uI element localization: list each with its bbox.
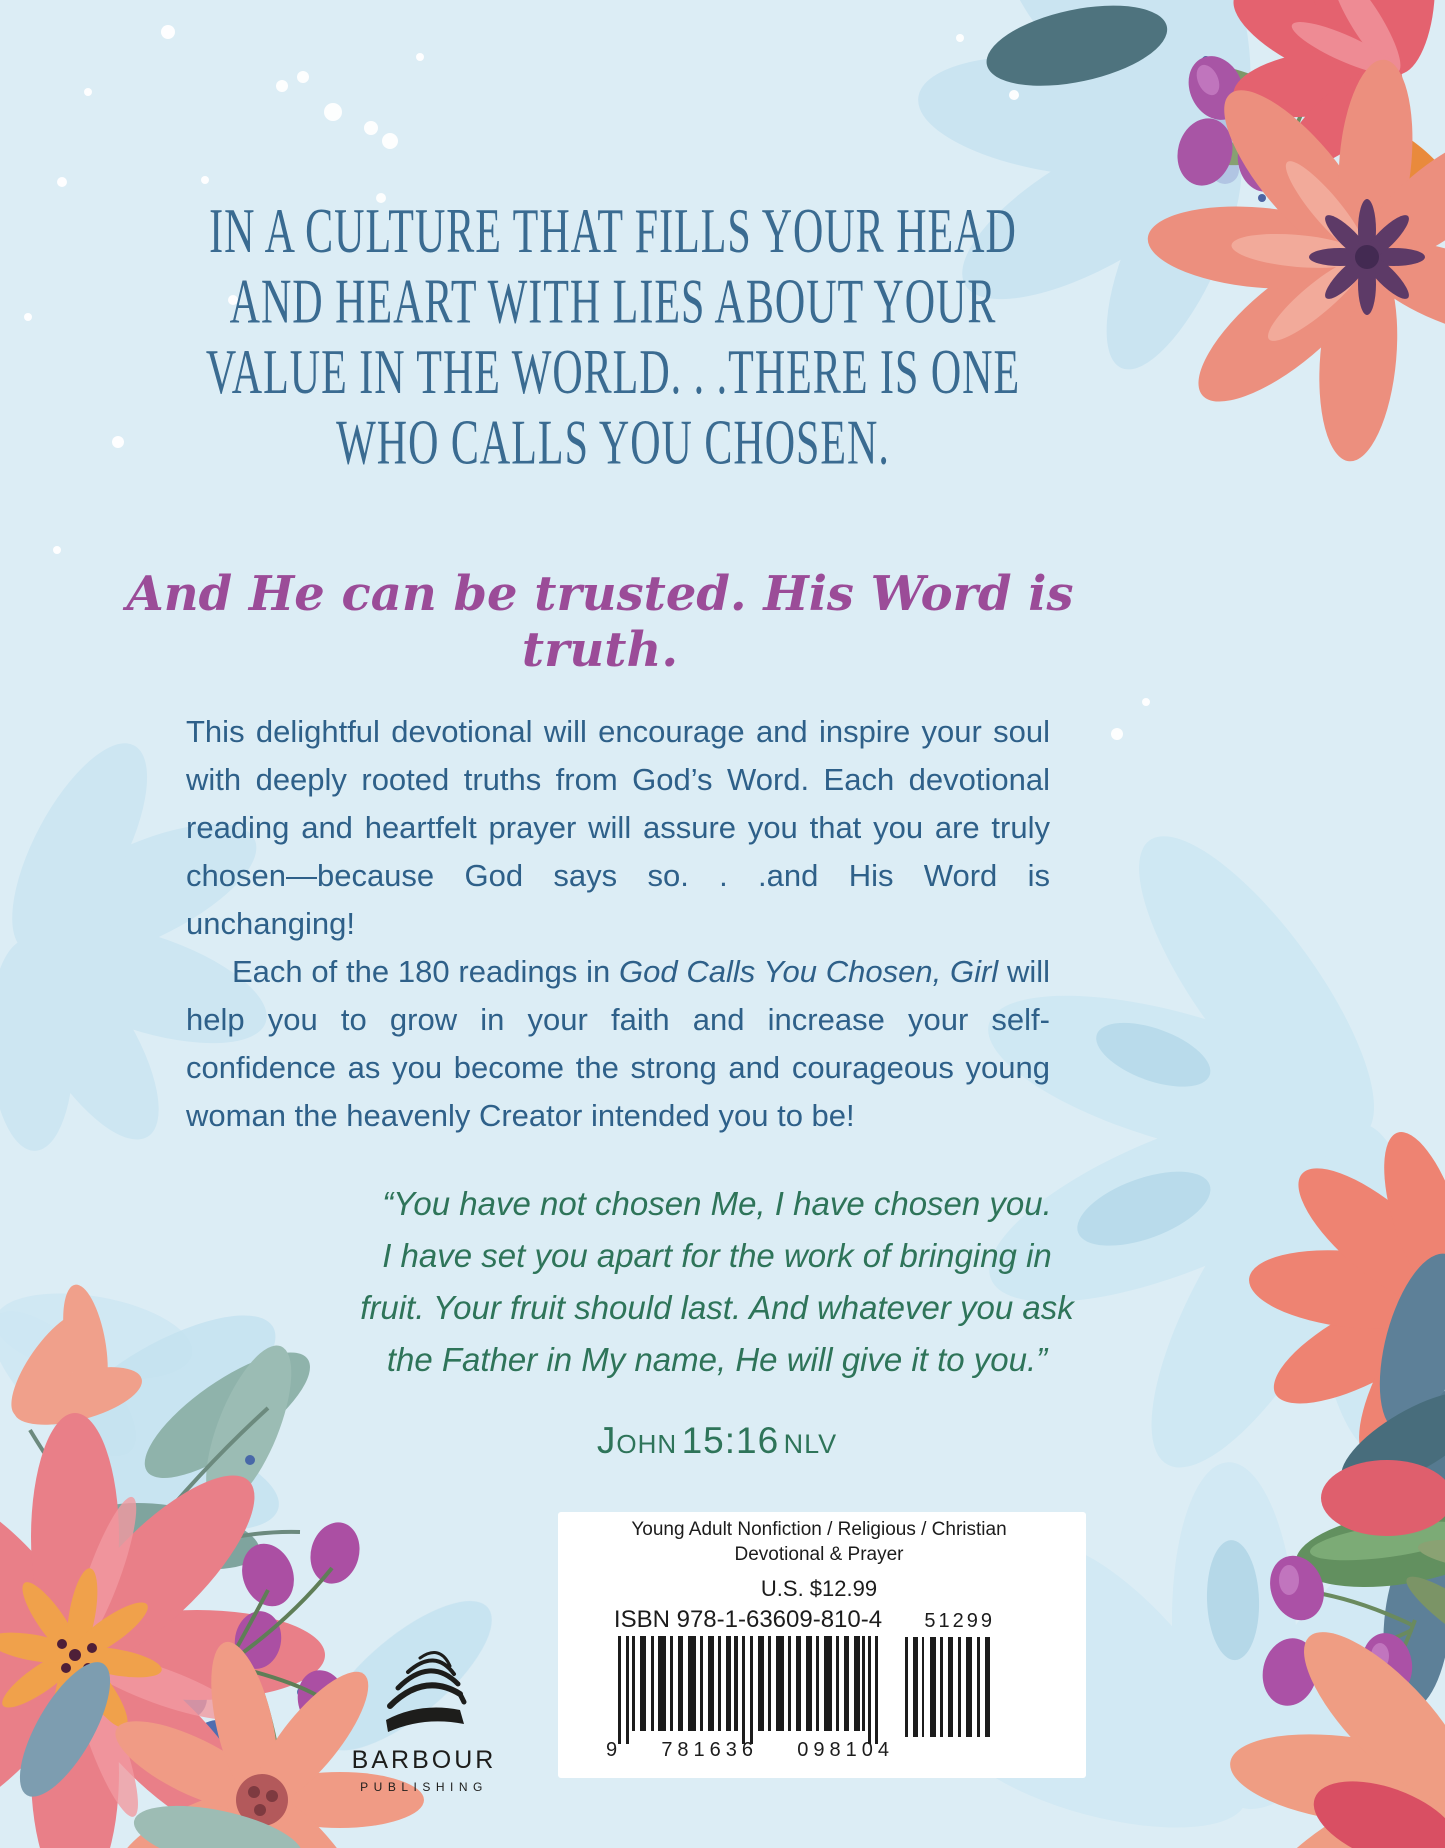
scripture-line: the Father in My name, He will give it to you.” <box>386 1341 1048 1378</box>
scripture-verse: 15:16 <box>681 1420 780 1461</box>
headline-line: AND HEART WITH LIES ABOUT YOUR <box>229 268 997 338</box>
headline <box>88 198 1138 480</box>
headline-line: IN A CULTURE THAT FILLS YOUR HEAD <box>209 198 1017 267</box>
body-copy <box>186 708 1050 1140</box>
barbour-book-icon <box>378 1642 470 1738</box>
tagline-script: And He can be trusted. His Word is truth. <box>126 566 1074 678</box>
scripture-line: fruit. Your fruit should last. And whatever you ask <box>360 1289 1074 1326</box>
barcode-addon <box>905 1610 997 1737</box>
price: U.S. $12.99 <box>760 1576 878 1601</box>
headline-line: WHO CALLS YOU CHOSEN. <box>336 409 890 479</box>
body-paragraph-2 <box>186 948 1050 1140</box>
publisher-logo <box>346 1642 502 1794</box>
category-line-1: Young Adult Nonfiction / Religious / Christian <box>631 1519 1007 1540</box>
barcode-addon-digits: 51299 <box>924 1610 995 1632</box>
scripture-book: John <box>596 1420 678 1461</box>
scripture-line: “You have not chosen Me, I have chosen you. <box>382 1185 1052 1222</box>
scripture-reference <box>300 1420 1134 1462</box>
isbn-number: ISBN 978-1-63609-810-4 <box>613 1606 883 1633</box>
body-paragraph-1: This delightful devotional will encourage and inspire your soul with deeply rooted truths from God’s Word. Each devotional reading and heartfelt prayer will assure you that you are truly chosen—because God says so. . .and His Word is unchanging! <box>186 714 1050 941</box>
body-paragraph-2-text: Each of the 180 readings in <box>232 954 620 989</box>
scripture-quote <box>300 1178 1134 1386</box>
book-title-italic: God Calls You Chosen, Girl <box>619 954 999 989</box>
barcode-digit-group: 9 <box>606 1739 623 1761</box>
headline-line: VALUE IN THE WORLD. . .THERE IS ONE <box>205 339 1021 408</box>
barcode-digits <box>606 1739 894 1762</box>
scripture-version: NLV <box>783 1429 838 1459</box>
body-paragraph-2-text: will help you to grow in your faith and increase your self-confidence as you become the strong and courageous young woman the heavenly Creator intended you to be! <box>186 954 1050 1133</box>
category-line-2: Devotional & Prayer <box>734 1544 904 1565</box>
scripture-line: I have set you apart for the work of bringing in <box>382 1237 1052 1274</box>
sales-info-box <box>558 1512 1086 1778</box>
publisher-tagline: PUBLISHING <box>360 1780 488 1794</box>
barcode-digit-group: 781636 <box>661 1739 759 1761</box>
barcode-digit-group: 098104 <box>797 1739 894 1761</box>
barcode-ean5 <box>905 1637 995 1737</box>
publisher-name: BARBOUR <box>351 1746 497 1774</box>
barcode-ean13 <box>618 1636 878 1748</box>
